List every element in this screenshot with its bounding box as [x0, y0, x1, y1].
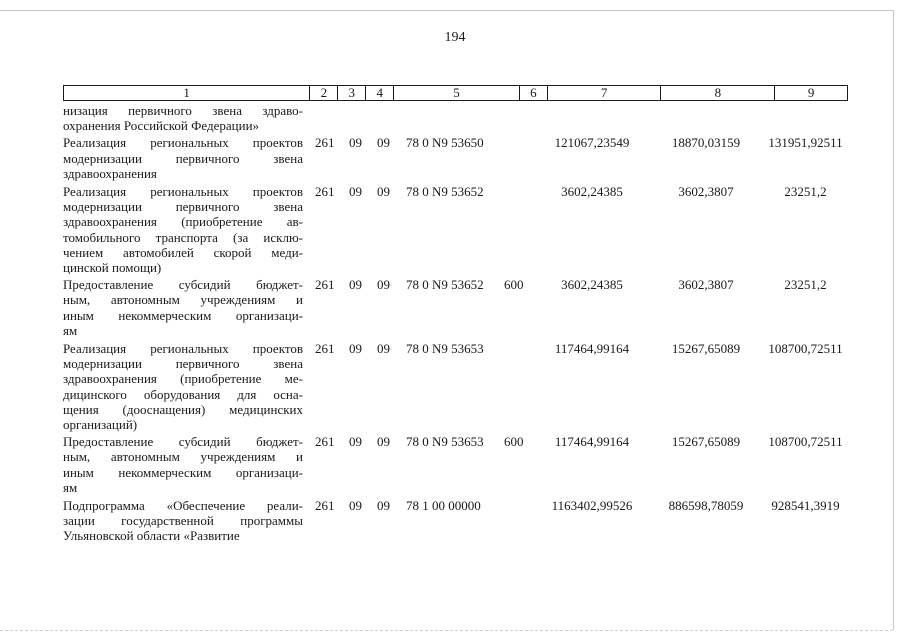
cell-subsection: 09 — [377, 135, 390, 151]
cell-amount-9: 131951,92511 — [768, 135, 843, 151]
cell-admin-code: 261 — [315, 434, 335, 450]
cell-section: 09 — [349, 277, 362, 293]
cell-section: 09 — [349, 498, 362, 513]
cell-amount-8: 3602,3807 — [678, 184, 734, 199]
header-col-9: 9 — [807, 85, 815, 100]
header-col-8: 8 — [661, 86, 775, 100]
description-line: модернизации первичного звена — [63, 199, 303, 215]
description-line: ям — [63, 322, 78, 338]
cell-amount-8: 886598,78059 — [668, 498, 744, 513]
header-col-7: 7 — [548, 86, 662, 100]
description-line: охранения Российской Федерации» — [63, 118, 260, 134]
description-line: цинской помощи) — [63, 260, 162, 276]
header-col-4: 4 — [366, 86, 394, 100]
cell-amount-7: 3602,24385 — [561, 277, 623, 293]
cell-expense-type: 600 — [504, 434, 524, 450]
description-line: здравоохранения — [63, 165, 157, 181]
description-line: Реализация региональных проектов — [63, 184, 303, 199]
description-line: Предоставление субсидий бюджет- — [63, 277, 303, 293]
cell-target-article: 78 0 N9 53653 — [406, 341, 484, 356]
row-description — [63, 184, 303, 275]
description-line: ным, автономным учреждениям и — [63, 292, 303, 308]
cell-amount-8: 15267,65089 — [671, 341, 741, 356]
header-col-1: 1 — [64, 86, 310, 100]
header-col-3: 3 — [338, 86, 366, 100]
description-line: Реализация региональных проектов — [63, 135, 303, 151]
description-line: щения (дооснащения) медицинских — [63, 401, 303, 417]
description-line: организаций) — [63, 417, 138, 433]
description-line: низация первичного звена здраво- — [63, 103, 303, 118]
description-line: ям — [63, 479, 78, 495]
description-line: модернизации первичного звена — [63, 150, 303, 166]
cell-amount-8: 15267,65089 — [671, 434, 741, 450]
row-description — [63, 434, 303, 495]
cell-admin-code: 261 — [315, 277, 335, 293]
page-edge-bottom — [0, 630, 893, 631]
cell-amount-9: 108700,72511 — [768, 341, 843, 356]
cell-amount-7: 1163402,99526 — [551, 498, 633, 513]
description-line: чением автомобилей скорой меди- — [63, 244, 303, 260]
description-line: Подпрограмма «Обеспечение реали- — [63, 498, 303, 513]
cell-subsection: 09 — [377, 434, 390, 450]
page-number: 194 — [444, 30, 466, 45]
page-edge-top — [0, 10, 893, 11]
row-description — [63, 103, 303, 133]
table-header — [63, 85, 848, 101]
cell-admin-code: 261 — [315, 341, 335, 356]
row-description — [63, 135, 303, 181]
header-col-2: 2 — [310, 86, 338, 100]
page-edge-right — [893, 10, 894, 630]
cell-target-article: 78 0 N9 53650 — [406, 135, 484, 151]
row-description — [63, 277, 303, 338]
description-line: дицинского оборудования для осна- — [63, 386, 303, 402]
description-line: Ульяновской области «Развитие — [63, 528, 240, 544]
cell-target-article: 78 0 N9 53653 — [406, 434, 484, 450]
cell-amount-7: 121067,23549 — [554, 135, 630, 151]
cell-subsection: 09 — [377, 498, 390, 513]
cell-amount-9: 928541,3919 — [771, 498, 840, 513]
cell-section: 09 — [349, 135, 362, 151]
header-col-6: 6 — [520, 86, 548, 100]
cell-amount-9: 23251,2 — [784, 277, 827, 293]
cell-admin-code: 261 — [315, 184, 335, 199]
cell-expense-type: 600 — [504, 277, 524, 293]
cell-subsection: 09 — [377, 341, 390, 356]
cell-amount-7: 3602,24385 — [561, 184, 623, 199]
description-line: зации государственной программы — [63, 513, 303, 529]
cell-section: 09 — [349, 341, 362, 356]
cell-section: 09 — [349, 434, 362, 450]
cell-admin-code: 261 — [315, 498, 335, 513]
cell-section: 09 — [349, 184, 362, 199]
cell-subsection: 09 — [377, 184, 390, 199]
description-line: Предоставление субсидий бюджет- — [63, 434, 303, 450]
cell-amount-7: 117464,99164 — [554, 434, 630, 450]
cell-amount-8: 18870,03159 — [671, 135, 741, 151]
cell-subsection: 09 — [377, 277, 390, 293]
cell-target-article: 78 0 N9 53652 — [406, 184, 484, 199]
row-description — [63, 498, 303, 544]
description-line: модернизации первичного звена — [63, 356, 303, 372]
cell-target-article: 78 1 00 00000 — [406, 498, 481, 513]
description-line: здравоохранения (приобретение ав- — [63, 214, 303, 230]
cell-target-article: 78 0 N9 53652 — [406, 277, 484, 293]
cell-admin-code: 261 — [315, 135, 335, 151]
description-line: иным некоммерческим организаци- — [63, 307, 303, 323]
description-line: иным некоммерческим организаци- — [63, 464, 303, 480]
cell-amount-9: 108700,72511 — [768, 434, 843, 450]
description-line: здравоохранения (приобретение ме- — [63, 371, 303, 387]
description-line: томобильного транспорта (за исклю- — [63, 229, 303, 245]
header-col-5: 5 — [394, 86, 520, 100]
description-line: ным, автономным учреждениям и — [63, 449, 303, 465]
cell-amount-9: 23251,2 — [784, 184, 827, 199]
description-line: Реализация региональных проектов — [63, 341, 303, 356]
cell-amount-8: 3602,3807 — [678, 277, 734, 293]
cell-amount-7: 117464,99164 — [554, 341, 630, 356]
row-description — [63, 341, 303, 432]
